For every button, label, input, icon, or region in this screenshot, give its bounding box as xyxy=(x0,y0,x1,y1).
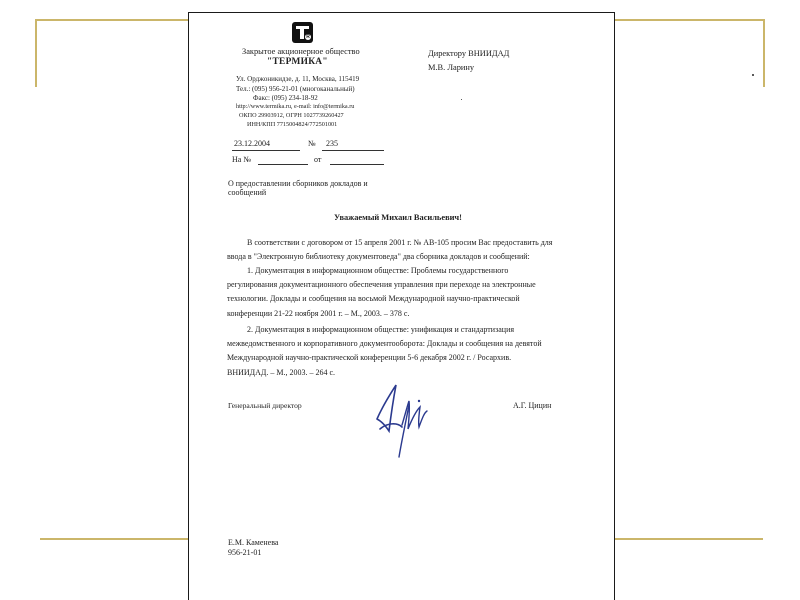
item-1-line: 1. Документация в информационном обществе: Проблемы государственного xyxy=(247,266,509,275)
company-fax: Факс: (095) 234-18-92 xyxy=(253,94,318,102)
company-address: Ул. Орджоникидзе, д. 11, Москва, 115419 xyxy=(236,75,360,83)
intro-line: В соответствии с договором от 15 апреля 2001 г. № АВ-105 просим Вас предоставить для xyxy=(247,238,553,247)
ot-underline xyxy=(330,164,384,165)
company-phone: Тел.: (095) 956-21-01 (многоканальный) xyxy=(236,85,355,93)
date-underline xyxy=(232,150,300,151)
item-2-line: Международной научно-практической конференции 5-6 декабря 2002 г. / Росархив. xyxy=(227,353,512,363)
na-label: На № xyxy=(232,155,251,164)
handwritten-signature-icon xyxy=(369,375,444,460)
decor-line-top-left xyxy=(35,19,188,21)
ot-label: от xyxy=(314,155,322,164)
signer-name: А.Г. Цицин xyxy=(513,401,552,410)
signer-position: Генеральный директор xyxy=(228,401,302,410)
greeting: Уважаемый Михаил Васильевич! xyxy=(334,213,462,222)
company-web: http://www.termika.ru, e-mail: info@termika.ru xyxy=(236,103,355,110)
executor-name: Е.М. Каменева xyxy=(228,538,279,547)
list-item-2 xyxy=(227,323,593,380)
number-underline xyxy=(322,150,384,151)
decor-dot xyxy=(752,74,754,76)
company-name: "ТЕРМИКА" xyxy=(267,57,328,67)
decor-line-bottom-left xyxy=(40,538,188,540)
intro-paragraph xyxy=(227,236,593,264)
decor-line-top-left-vertical xyxy=(35,19,37,87)
addressee-dot xyxy=(461,99,462,100)
decor-line-bottom-right xyxy=(615,538,763,540)
company-type: Закрытое акционерное общество xyxy=(242,47,360,56)
letter-page xyxy=(188,12,615,600)
item-2-line: ВНИИДАД. – М., 2003. – 264 с. xyxy=(227,367,336,377)
number-label: № xyxy=(308,139,316,148)
item-2-line: межведомственного и корпоративного документооборота: Доклады и сообщения на девятой xyxy=(227,339,542,349)
letter-date: 23.12.2004 xyxy=(234,139,270,148)
executor-phone: 956-21-01 xyxy=(228,548,262,557)
subject-line-1: О предоставлении сборников докладов и xyxy=(228,179,368,188)
company-inn: ИНН/КПП 7715004824/772501001 xyxy=(247,121,338,128)
item-2-line: 2. Документация в информационном обществе: унификация и стандартизация xyxy=(247,325,515,334)
na-underline xyxy=(258,164,308,165)
decor-line-top-right-vertical xyxy=(763,19,765,87)
decor-line-top-right xyxy=(615,19,765,21)
list-item-1 xyxy=(227,264,593,321)
item-1-line: регулирования документационного обеспечения управления при переходе на электронные xyxy=(227,280,536,290)
intro-line: ввода в "Электронную библиотеку документоведа" два сборника докладов и сообщений: xyxy=(227,252,530,262)
item-1-line: конференции 21-22 ноября 2001 г. – М., 2003. – 378 с. xyxy=(227,308,410,318)
subject-line-2: сообщений xyxy=(228,188,267,197)
addressee-position: Директору ВНИИДАД xyxy=(428,49,510,58)
termika-t-logo-icon: R xyxy=(292,22,313,43)
company-okpo: ОКПО 29903912, ОГРН 1027739260427 xyxy=(239,112,344,119)
addressee-name: М.В. Ларину xyxy=(428,63,475,72)
letter-number: 235 xyxy=(326,139,338,148)
item-1-line: технологии. Доклады и сообщения на восьмой Международной научно-практической xyxy=(227,294,520,304)
